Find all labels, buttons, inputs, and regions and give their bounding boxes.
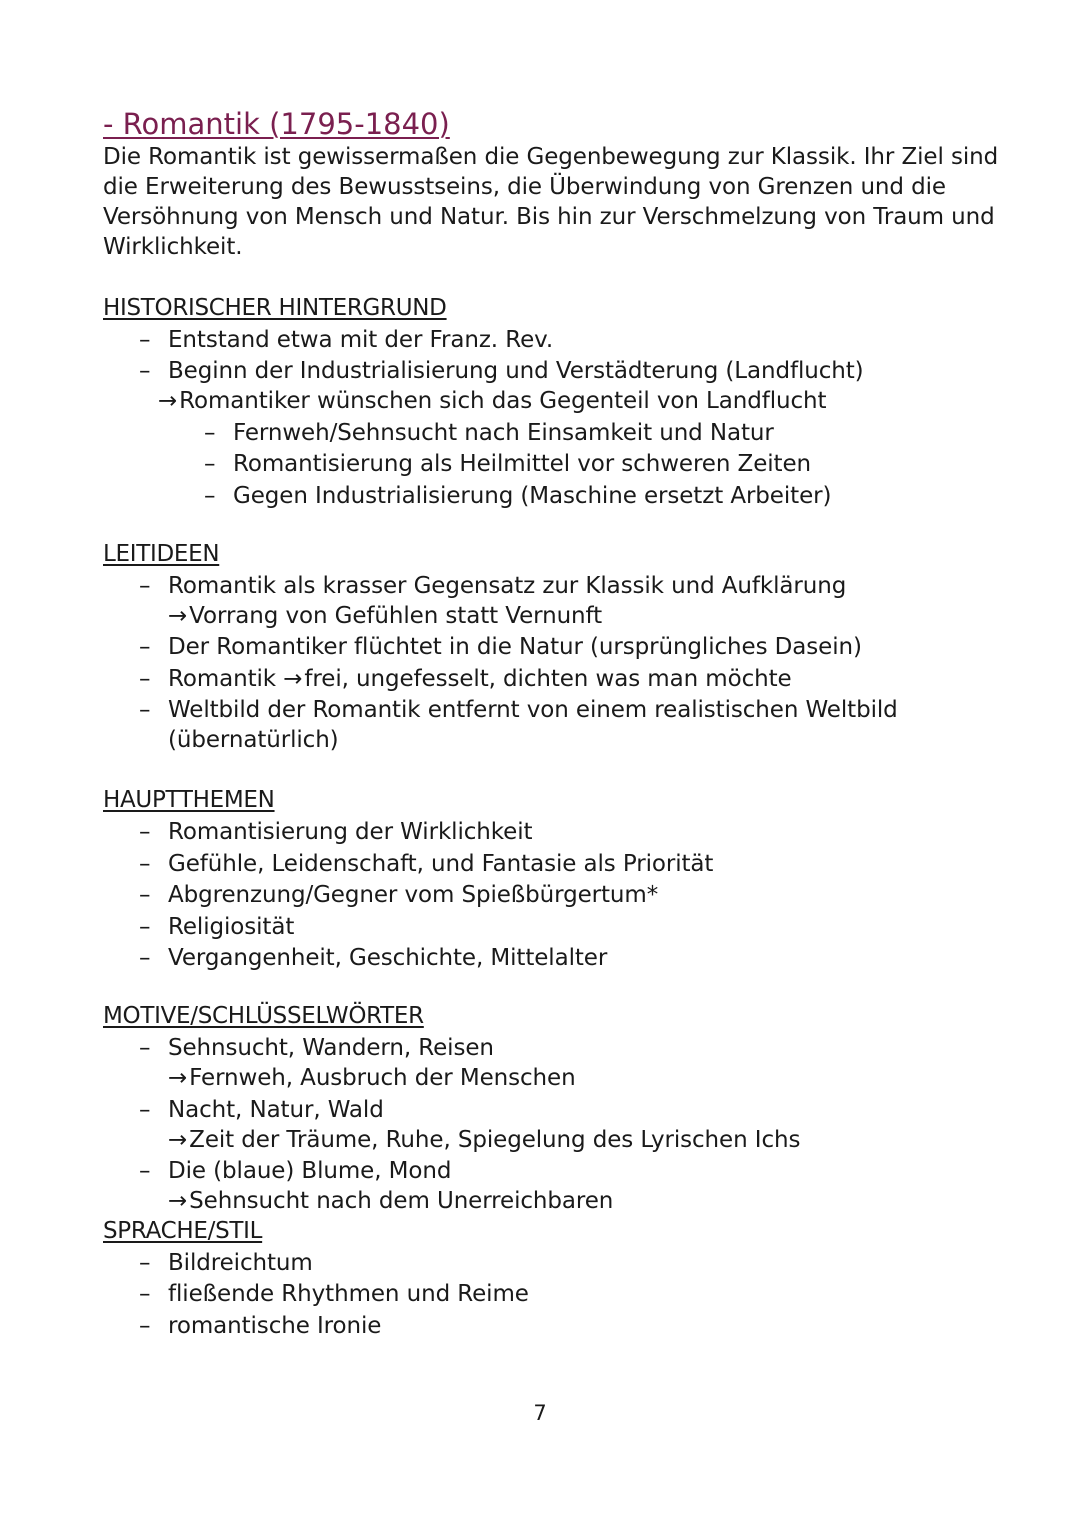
section-heading: MOTIVE/SCHLÜSSELWÖRTER	[103, 1003, 424, 1030]
page-number: 7	[533, 1401, 547, 1425]
dash-bullet: –	[139, 1249, 151, 1276]
list-item: – Gegen Industrialisierung (Maschine ersetzt Arbeiter)	[204, 482, 832, 509]
arrow-note: →Zeit der Träume, Ruhe, Spiegelung des Lyrischen Ichs	[168, 1126, 801, 1153]
list-item: – romantische Ironie	[139, 1312, 382, 1339]
list-item: – Romantisierung der Wirklichkeit	[139, 818, 533, 845]
dash-bullet: –	[139, 1312, 151, 1339]
dash-bullet: –	[139, 1096, 151, 1123]
section-leitideen	[103, 539, 1003, 755]
document-page	[103, 106, 1003, 1341]
arrow-note: →Fernweh, Ausbruch der Menschen	[168, 1064, 576, 1091]
dash-bullet: –	[139, 850, 151, 877]
arrow-note: →Vorrang von Gefühlen statt Vernunft	[168, 602, 603, 629]
dash-bullet: –	[204, 419, 216, 446]
dash-bullet: –	[204, 451, 216, 478]
arrow-right-icon: →	[168, 1188, 188, 1215]
list-item: – Nacht, Natur, Wald →Zeit der Träume, Ruhe, Spiegelung des Lyrischen Ichs	[103, 1095, 1003, 1155]
arrow-note: →Romantiker wünschen sich das Gegenteil von Landflucht	[158, 388, 827, 415]
section-heading: SPRACHE/STIL	[103, 1218, 263, 1245]
list-item: – Fernweh/Sehnsucht nach Einsamkeit und Natur	[204, 419, 774, 446]
section-hauptthemen	[103, 785, 1003, 973]
bullet-list	[103, 1248, 1003, 1341]
bullet-list	[103, 1033, 1003, 1216]
dash-bullet: –	[139, 913, 151, 940]
section-heading: HAUPTTHEMEN	[103, 787, 275, 814]
section-heading: LEITIDEEN	[103, 540, 220, 567]
dash-bullet: –	[139, 1281, 151, 1308]
dash-bullet: –	[139, 697, 151, 724]
arrow-right-icon: →	[283, 665, 303, 692]
list-item: – Abgrenzung/Gegner vom Spießbürgertum*	[139, 882, 659, 909]
bullet-list	[103, 817, 1003, 973]
page-title: - Romantik (1795-1840)	[103, 107, 450, 141]
dash-bullet: –	[139, 572, 151, 599]
bullet-list	[103, 571, 1003, 756]
list-item: – Romantisierung als Heilmittel vor schweren Zeiten	[204, 451, 811, 478]
dash-bullet: –	[139, 945, 151, 972]
arrow-note: →Sehnsucht nach dem Unerreichbaren	[168, 1188, 614, 1215]
dash-bullet: –	[204, 482, 216, 509]
arrow-right-icon: →	[168, 1064, 188, 1091]
arrow-right-icon: →	[168, 1126, 188, 1153]
list-item: – Der Romantiker flüchtet in die Natur (ursprüngliches Dasein)	[139, 634, 862, 661]
dash-bullet: –	[139, 818, 151, 845]
list-item: – Die (blaue) Blume, Mond →Sehnsucht nach dem Unerreichbaren	[103, 1156, 1003, 1216]
section-sprache-stil	[103, 1216, 1003, 1341]
arrow-right-icon: →	[158, 388, 178, 415]
dash-bullet: –	[139, 634, 151, 661]
dash-bullet: –	[139, 665, 151, 692]
section-motive	[103, 1001, 1003, 1216]
list-item: – Romantik →frei, ungefesselt, dichten was man möchte	[139, 665, 792, 692]
dash-bullet: –	[139, 326, 151, 353]
list-item: – Entstand etwa mit der Franz. Rev.	[139, 326, 554, 353]
list-item: – Beginn der Industrialisierung und Verstädterung (Landflucht) →Romantiker wünschen sich das Gegenteil von Landflucht	[103, 356, 1003, 416]
list-item: – Religiosität	[139, 913, 295, 940]
list-item: – Weltbild der Romantik entfernt von einem realistischen Weltbild (übernatürlich)	[139, 697, 898, 754]
section-heading: HISTORISCHER HINTERGRUND	[103, 295, 447, 321]
list-item: – Vergangenheit, Geschichte, Mittelalter	[139, 945, 608, 972]
list-item: – Bildreichtum	[139, 1249, 313, 1276]
nested-bullet-list	[168, 418, 1003, 511]
list-item: – Romantik als krasser Gegensatz zur Klassik und Aufklärung →Vorrang von Gefühlen statt Vernunft	[103, 571, 1003, 631]
dash-bullet: –	[139, 1158, 151, 1185]
dash-bullet: –	[139, 358, 151, 385]
list-item: – fließende Rhythmen und Reime	[139, 1281, 529, 1308]
list-item: – Sehnsucht, Wandern, Reisen →Fernweh, Ausbruch der Menschen	[103, 1033, 1003, 1093]
dash-bullet: –	[139, 1034, 151, 1061]
dash-bullet: –	[139, 882, 151, 909]
section-historischer-hintergrund	[103, 293, 1003, 511]
list-item: – Gefühle, Leidenschaft, und Fantasie als Priorität	[139, 850, 714, 877]
arrow-right-icon: →	[168, 602, 188, 629]
intro-paragraph: Die Romantik ist gewissermaßen die Gegenbewegung zur Klassik. Ihr Ziel sind die Erweiterung des Bewusstseins, die Überwindung von Grenzen und die Versöhnung von Mensch und Natur. Bis hin zur Verschmelzung von Traum und Wirklichkeit.	[103, 144, 999, 260]
bullet-list	[103, 325, 1003, 417]
